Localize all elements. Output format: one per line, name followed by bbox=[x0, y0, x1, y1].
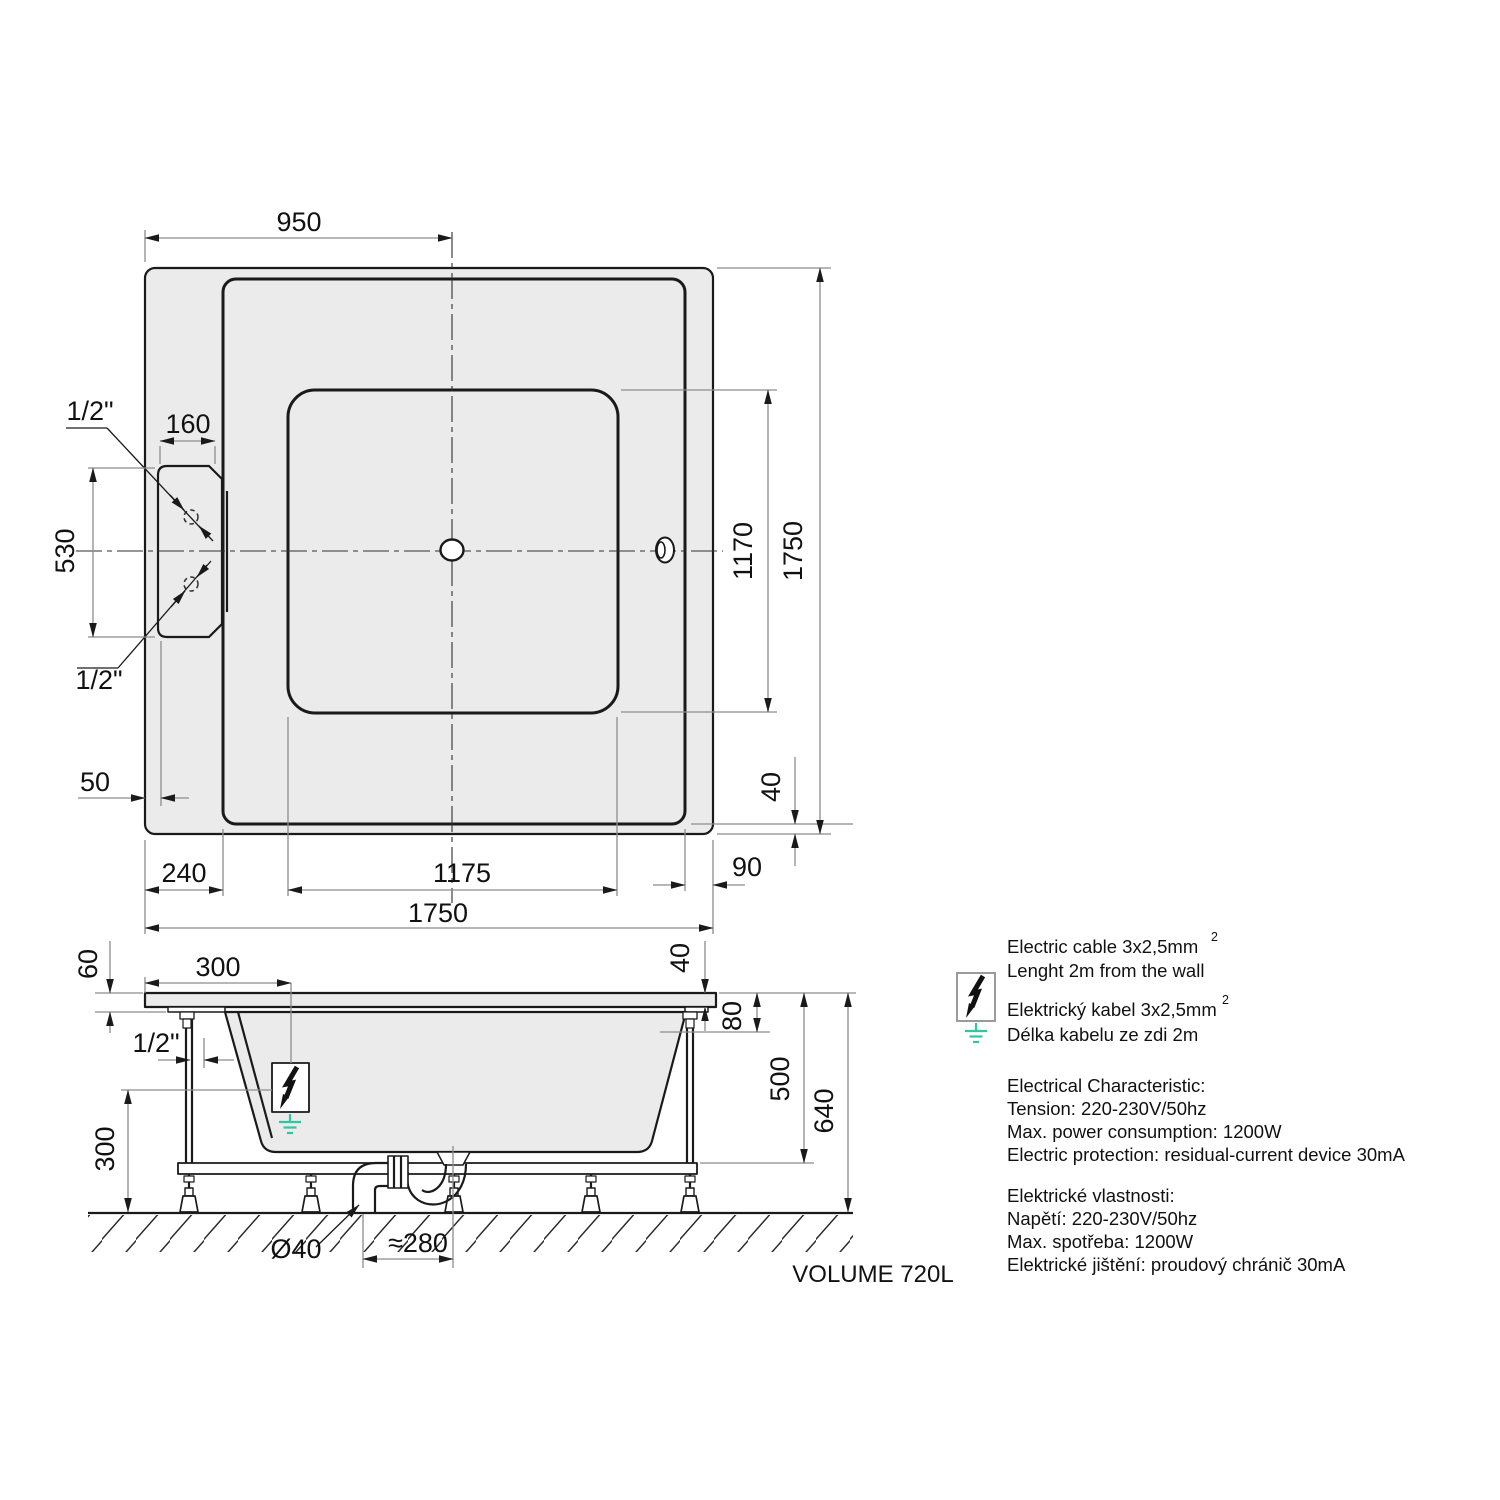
note-cable-en-2: Lenght 2m from the wall bbox=[1007, 960, 1205, 981]
electrical-title-cz: Elektrické vlastnosti: bbox=[1007, 1185, 1175, 1206]
dim-basin-depth: 1170 bbox=[728, 521, 758, 581]
label-connection-bottom: 1/2" bbox=[75, 665, 123, 695]
dim-deck-thickness: 40 bbox=[665, 942, 695, 974]
drain-hole bbox=[441, 540, 464, 561]
floor-hatching bbox=[88, 1215, 853, 1252]
dim-cable-position: 300 bbox=[195, 952, 241, 982]
dim-bottom-deck: 40 bbox=[756, 771, 786, 803]
electric-legend-symbol bbox=[957, 973, 995, 1042]
dim-left-deck: 240 bbox=[161, 858, 207, 888]
note-cable-cz-2: Délka kabelu ze zdi 2m bbox=[1007, 1024, 1199, 1045]
electrical-protection-cz: Elektrické jištění: proudový chránič 30mA bbox=[1007, 1254, 1346, 1275]
volume-label: VOLUME 720L bbox=[792, 1261, 954, 1288]
dim-overall-depth: 1750 bbox=[778, 520, 808, 582]
electrical-tension-cz: Napětí: 220-230V/50hz bbox=[1007, 1208, 1198, 1229]
electrical-power-cz: Max. spotřeba: 1200W bbox=[1007, 1231, 1194, 1252]
note-cable-cz-1: Elektrický kabel 3x2,5mm bbox=[1007, 999, 1217, 1020]
dim-rim-to-overflow: 80 bbox=[717, 1000, 747, 1032]
dim-right-deck: 90 bbox=[731, 852, 763, 882]
rim-lip-left bbox=[168, 1007, 225, 1012]
dim-width-to-drain: 950 bbox=[276, 207, 322, 237]
dim-edge-to-panel: 50 bbox=[79, 767, 111, 797]
plan-view bbox=[66, 232, 723, 903]
dim-total-height: 640 bbox=[809, 1088, 839, 1134]
electrical-tension-en: Tension: 220-230V/50hz bbox=[1007, 1098, 1207, 1119]
dim-overall-width: 1750 bbox=[407, 898, 469, 928]
note-cable-cz-sup: 2 bbox=[1222, 993, 1229, 1007]
note-cable-en-sup: 2 bbox=[1211, 930, 1218, 944]
dim-frame-height: 300 bbox=[90, 1126, 120, 1172]
dim-panel-width: 160 bbox=[165, 409, 211, 439]
support-frame bbox=[178, 1163, 697, 1174]
right-leg bbox=[683, 1012, 697, 1163]
overflow-fitting bbox=[656, 538, 674, 563]
deck-slab bbox=[145, 993, 716, 1007]
left-leg bbox=[180, 1012, 194, 1163]
earth-ground-icon bbox=[965, 1023, 987, 1042]
dim-panel-height: 530 bbox=[50, 528, 80, 574]
electrical-power-en: Max. power consumption: 1200W bbox=[1007, 1121, 1282, 1142]
dim-basin-width: 1175 bbox=[432, 858, 492, 888]
label-pipe-connection: 1/2" bbox=[132, 1028, 180, 1058]
notes-block bbox=[957, 930, 1406, 1275]
note-cable-en-1: Electric cable 3x2,5mm bbox=[1007, 936, 1199, 957]
dim-rim-height: 60 bbox=[73, 948, 103, 980]
dim-tub-depth: 500 bbox=[765, 1056, 795, 1102]
electrical-protection-en: Electric protection: residual-current device 30mA bbox=[1007, 1144, 1405, 1165]
dim-drain-pipe-diameter: Ø40 bbox=[270, 1234, 322, 1264]
label-connection-top: 1/2" bbox=[66, 396, 114, 426]
adjustable-feet bbox=[180, 1174, 699, 1212]
electrical-title-en: Electrical Characteristic: bbox=[1007, 1075, 1206, 1096]
dim-drain-offset: ≈280 bbox=[388, 1228, 448, 1258]
